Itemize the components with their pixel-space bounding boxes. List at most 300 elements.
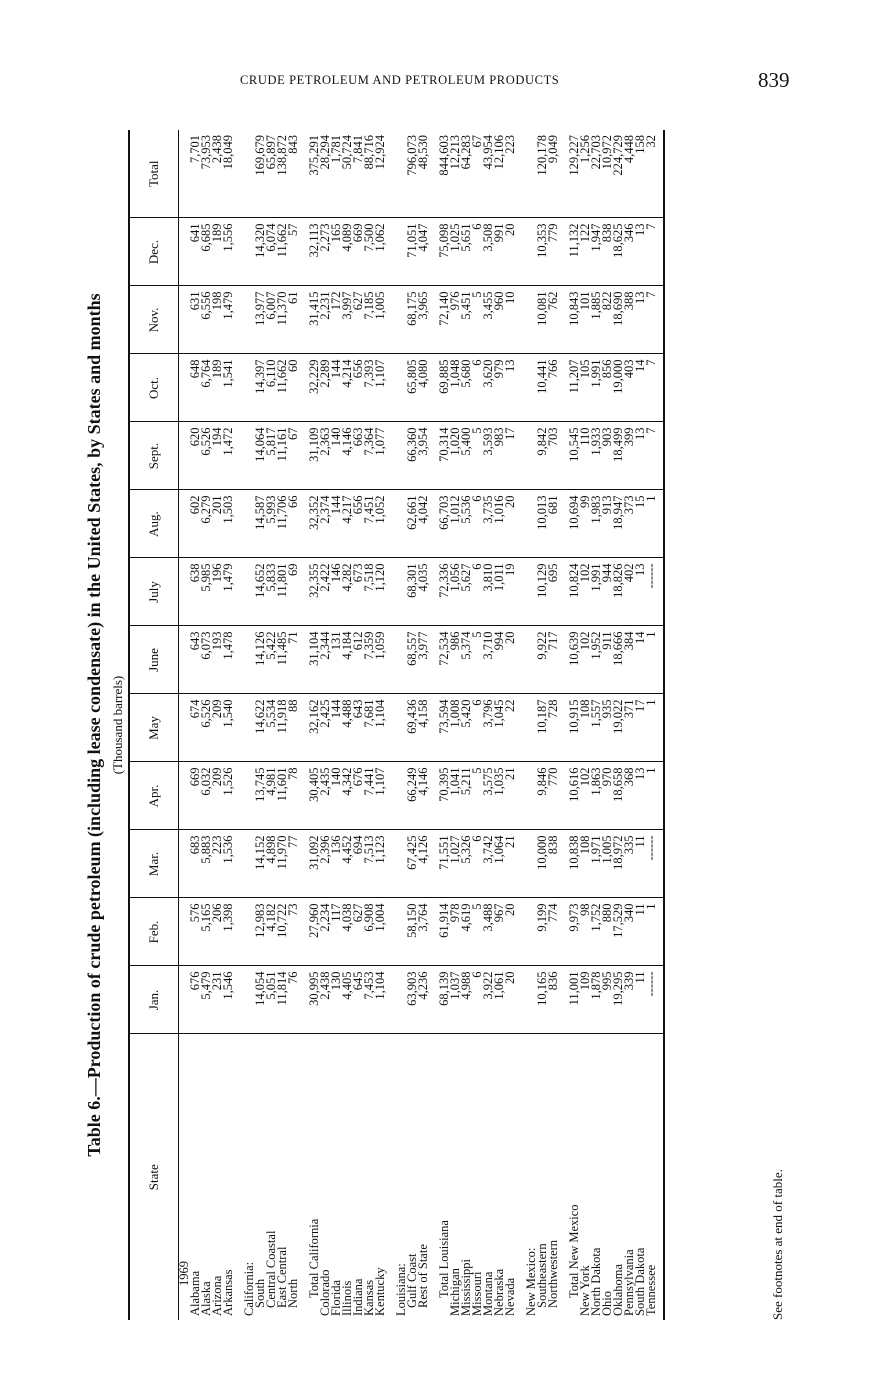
table-row (277, 130, 288, 1320)
month-cell: 779 (548, 218, 559, 286)
state-cell: Mississippi (459, 1259, 473, 1316)
month-cell: 189 (212, 218, 223, 286)
month-cell: 5,451 (461, 286, 472, 354)
month-cell: 10,081 (537, 286, 548, 354)
month-cell: 13,745 (255, 762, 266, 830)
month-cell: 1,123 (375, 830, 386, 898)
month-cell: 72,534 (439, 626, 450, 694)
month-cell: 991 (494, 218, 505, 286)
month-cell: 22 (505, 694, 516, 762)
total-cell: 169,679 (255, 130, 266, 218)
month-cell: 15 (635, 490, 646, 558)
month-cell (234, 830, 244, 898)
table-row (461, 130, 472, 1320)
month-cell (234, 626, 244, 694)
month-cell: 6,074 (266, 218, 277, 286)
month-cell: 6 (472, 490, 483, 558)
month-cell: 6,279 (201, 490, 212, 558)
state-cell: Pennsylvania (622, 1249, 636, 1316)
end-rule-cell (657, 762, 664, 830)
month-cell: 10,165 (537, 966, 548, 1034)
month-cell: 1 (646, 490, 657, 558)
month-cell: 656 (353, 490, 364, 558)
month-cell (516, 422, 526, 490)
month-cell: 105 (580, 354, 591, 422)
month-cell: 4,981 (266, 762, 277, 830)
month-cell: 4,042 (418, 490, 429, 558)
month-cell: 10,694 (569, 490, 580, 558)
spacer-row (516, 130, 526, 1320)
month-cell (386, 762, 396, 830)
month-cell: 5,374 (461, 626, 472, 694)
month-cell: 694 (353, 830, 364, 898)
month-cell: 2,422 (320, 558, 331, 626)
table-row (505, 130, 516, 1320)
state-cell: New York (578, 1265, 592, 1316)
total-cell: 7,841 (353, 130, 364, 218)
month-cell: 371 (624, 694, 635, 762)
month-cell: 7 (646, 354, 657, 422)
month-cell: 19,295 (613, 966, 624, 1034)
month-cell: 1,012 (450, 490, 461, 558)
month-cell: 196 (212, 558, 223, 626)
end-rule-cell (657, 354, 664, 422)
month-cell: 1,478 (223, 626, 234, 694)
total-cell (386, 130, 396, 218)
month-cell: 1,004 (375, 898, 386, 966)
month-cell: 110 (580, 422, 591, 490)
month-cell: 12,983 (255, 898, 266, 966)
month-cell: 5 (472, 626, 483, 694)
month-cell: 6,764 (201, 354, 212, 422)
month-cell: 2,435 (320, 762, 331, 830)
state-cell: South Dakota (633, 1247, 647, 1316)
month-cell: 669 (353, 218, 364, 286)
month-cell: 676 (190, 966, 201, 1034)
month-cell: 970 (602, 762, 613, 830)
month-cell: 770 (548, 762, 559, 830)
month-cell (386, 490, 396, 558)
month-cell (234, 762, 244, 830)
total-cell: 12,924 (375, 130, 386, 218)
month-cell: 19 (505, 558, 516, 626)
month-cell: 1,983 (591, 490, 602, 558)
table-row (624, 130, 635, 1320)
month-cell: 1,062 (375, 218, 386, 286)
month-cell: 67,425 (407, 830, 418, 898)
state-cell: Kentucky (373, 1267, 387, 1316)
month-cell (386, 830, 396, 898)
total-cell: 138,872 (277, 130, 288, 218)
month-cell: 6,110 (266, 354, 277, 422)
month-cell: 1,479 (223, 558, 234, 626)
month-cell: 10,545 (569, 422, 580, 490)
month-cell: 31,415 (309, 286, 320, 354)
month-cell: 7,518 (364, 558, 375, 626)
month-cell: 7,393 (364, 354, 375, 422)
month-cell: 231 (212, 966, 223, 1034)
month-cell: 11 (635, 966, 646, 1034)
month-cell: 14,054 (255, 966, 266, 1034)
month-cell (234, 218, 244, 286)
month-cell: 18,499 (613, 422, 624, 490)
total-cell: 158 (635, 130, 646, 218)
month-cell: 13,977 (255, 286, 266, 354)
month-cell: 983 (494, 422, 505, 490)
month-cell: 13 (635, 286, 646, 354)
month-cell: 14 (635, 354, 646, 422)
month-cell: 1,056 (450, 558, 461, 626)
month-cell: 131 (331, 626, 342, 694)
state-cell: Central Coastal (264, 1230, 278, 1308)
month-cell: 1,991 (591, 558, 602, 626)
month-cell: 70,314 (439, 422, 450, 490)
column-header: Oct. (129, 354, 179, 422)
production-table (128, 130, 665, 1320)
month-cell: 11,601 (277, 762, 288, 830)
month-cell: 13 (635, 218, 646, 286)
month-cell: 69,436 (407, 694, 418, 762)
month-cell: 5,211 (461, 762, 472, 830)
month-cell: 388 (624, 286, 635, 354)
month-cell: 7 (646, 286, 657, 354)
month-cell: 1 (646, 762, 657, 830)
month-cell: 18,690 (613, 286, 624, 354)
month-cell: 4,282 (342, 558, 353, 626)
month-cell: 3,977 (418, 626, 429, 694)
month-cell: 11,001 (569, 966, 580, 1034)
month-cell: 102 (580, 626, 591, 694)
month-cell: 1,037 (450, 966, 461, 1034)
table-subtitle: (Thousand barrels) (110, 675, 125, 775)
month-cell: 1,971 (591, 830, 602, 898)
month-cell: 77 (288, 830, 299, 898)
month-cell: 4,184 (342, 626, 353, 694)
month-cell: 728 (548, 694, 559, 762)
month-cell: 3,620 (483, 354, 494, 422)
total-cell: 12,213 (450, 130, 461, 218)
column-header: June (129, 626, 179, 694)
month-cell: 102 (580, 558, 591, 626)
month-cell: 6,526 (201, 694, 212, 762)
month-cell: 1,752 (591, 898, 602, 966)
month-cell: 198 (212, 286, 223, 354)
month-cell: 62,661 (407, 490, 418, 558)
month-cell: 638 (190, 558, 201, 626)
month-cell: 880 (602, 898, 613, 966)
total-cell: 844,603 (439, 130, 450, 218)
column-header: Total (129, 130, 179, 218)
month-cell: 201 (212, 490, 223, 558)
month-cell (516, 762, 526, 830)
month-cell (516, 218, 526, 286)
month-cell: 7,500 (364, 218, 375, 286)
month-cell: 1,885 (591, 286, 602, 354)
month-cell: 703 (548, 422, 559, 490)
spacer-row (386, 130, 396, 1320)
month-cell: 68,557 (407, 626, 418, 694)
month-cell: 18,972 (613, 830, 624, 898)
state-cell: Florida (329, 1279, 343, 1316)
month-cell: 978 (450, 898, 461, 966)
month-cell: 9,922 (537, 626, 548, 694)
month-cell: 5,680 (461, 354, 472, 422)
month-cell: 67 (288, 422, 299, 490)
month-cell: 5,420 (461, 694, 472, 762)
total-cell: 1,256 (580, 130, 591, 218)
month-cell: 146 (331, 558, 342, 626)
month-cell: 856 (602, 354, 613, 422)
total-cell: 129,227 (569, 130, 580, 218)
month-cell: 3,735 (483, 490, 494, 558)
month-cell: 9,973 (569, 898, 580, 966)
month-cell: 78 (288, 762, 299, 830)
total-cell: 120,178 (537, 130, 548, 218)
month-cell: 774 (548, 898, 559, 966)
month-cell: 1,020 (450, 422, 461, 490)
month-cell: ------ (646, 558, 657, 626)
month-cell: 5,833 (266, 558, 277, 626)
month-cell: 11,207 (569, 354, 580, 422)
month-cell: 10 (505, 286, 516, 354)
month-cell: 838 (548, 830, 559, 898)
month-cell: 102 (580, 762, 591, 830)
state-cell: Alabama (188, 1270, 202, 1316)
end-rule-cell (657, 1034, 664, 1320)
month-cell (516, 898, 526, 966)
month-cell: 10,843 (569, 286, 580, 354)
month-cell: 5 (472, 286, 483, 354)
state-cell: Indiana (351, 1278, 365, 1316)
month-cell: 674 (190, 694, 201, 762)
month-cell: 32,113 (309, 218, 320, 286)
month-cell: 11,706 (277, 490, 288, 558)
month-cell: 73 (288, 898, 299, 966)
month-cell: 6,908 (364, 898, 375, 966)
total-cell: 375,291 (309, 130, 320, 218)
column-header: Nov. (129, 286, 179, 354)
month-cell: 976 (450, 286, 461, 354)
month-cell (234, 694, 244, 762)
month-cell: 11,801 (277, 558, 288, 626)
month-cell: 10,013 (537, 490, 548, 558)
end-rule-cell (657, 218, 664, 286)
month-cell: 10,838 (569, 830, 580, 898)
month-cell: 4,488 (342, 694, 353, 762)
column-header: July (129, 558, 179, 626)
month-cell: 13 (635, 422, 646, 490)
month-cell: 1,933 (591, 422, 602, 490)
month-cell: 6,032 (201, 762, 212, 830)
column-header: May (129, 694, 179, 762)
month-cell: 75,098 (439, 218, 450, 286)
end-rule-cell (657, 130, 664, 218)
month-cell: 6,007 (266, 286, 277, 354)
month-cell: 10,187 (537, 694, 548, 762)
month-cell: 69 (288, 558, 299, 626)
month-cell: 10,129 (537, 558, 548, 626)
month-cell: 20 (505, 490, 516, 558)
month-cell: 1 (646, 626, 657, 694)
state-cell: Nebraska (492, 1268, 506, 1316)
month-cell: 1,526 (223, 762, 234, 830)
state-cell: Gulf Coast (405, 1253, 419, 1308)
month-cell: 1,008 (450, 694, 461, 762)
month-cell: 3,455 (483, 286, 494, 354)
month-cell: 2,273 (320, 218, 331, 286)
column-header: Aug. (129, 490, 179, 558)
month-cell: 122 (580, 218, 591, 286)
month-cell: 9,842 (537, 422, 548, 490)
month-cell: 20 (505, 626, 516, 694)
month-cell: 11,970 (277, 830, 288, 898)
month-cell (386, 218, 396, 286)
end-rule-cell (657, 966, 664, 1034)
month-cell: 1,546 (223, 966, 234, 1034)
month-cell: 1,557 (591, 694, 602, 762)
month-cell: 681 (548, 490, 559, 558)
total-cell: 9,049 (548, 130, 559, 218)
month-cell: 822 (602, 286, 613, 354)
month-cell: 11 (635, 898, 646, 966)
month-cell: 88 (288, 694, 299, 762)
month-cell: 136 (331, 830, 342, 898)
month-cell: 995 (602, 966, 613, 1034)
month-cell: 11,918 (277, 694, 288, 762)
table-row (646, 130, 657, 1320)
month-cell: 2,231 (320, 286, 331, 354)
state-cell: Rest of State (416, 1244, 430, 1308)
month-cell: 838 (602, 218, 613, 286)
footnote: See footnotes at end of table. (770, 1169, 785, 1320)
month-cell: 2,374 (320, 490, 331, 558)
month-cell: 4,619 (461, 898, 472, 966)
month-cell: 117 (331, 898, 342, 966)
month-cell: 101 (580, 286, 591, 354)
month-cell: 99 (580, 490, 591, 558)
month-cell: 206 (212, 898, 223, 966)
month-cell: 14,126 (255, 626, 266, 694)
month-cell (516, 966, 526, 1034)
month-cell: 193 (212, 626, 223, 694)
month-cell: 1 (646, 898, 657, 966)
month-cell: 3,922 (483, 966, 494, 1034)
month-cell: 144 (331, 694, 342, 762)
month-cell: 683 (190, 830, 201, 898)
month-cell: 4,214 (342, 354, 353, 422)
month-cell: 27,960 (309, 898, 320, 966)
month-cell: 5,051 (266, 966, 277, 1034)
month-cell: 6 (472, 354, 483, 422)
month-cell: 32,162 (309, 694, 320, 762)
month-cell: 4,182 (266, 898, 277, 966)
month-cell: 960 (494, 286, 505, 354)
table-end-rule (657, 130, 664, 1320)
month-cell: 108 (580, 830, 591, 898)
month-cell: 1,041 (450, 762, 461, 830)
month-cell: 695 (548, 558, 559, 626)
month-cell: 10,639 (569, 626, 580, 694)
month-cell: 612 (353, 626, 364, 694)
month-cell: 663 (353, 422, 364, 490)
month-cell: 669 (190, 762, 201, 830)
month-cell: 10,353 (537, 218, 548, 286)
month-cell: 373 (624, 490, 635, 558)
month-cell (386, 286, 396, 354)
month-cell: 32,229 (309, 354, 320, 422)
month-cell: 17 (635, 694, 646, 762)
month-cell: 14,152 (255, 830, 266, 898)
month-cell: 14,397 (255, 354, 266, 422)
month-cell: 994 (494, 626, 505, 694)
month-cell: 2,363 (320, 422, 331, 490)
month-cell: 384 (624, 626, 635, 694)
month-cell: 1,536 (223, 830, 234, 898)
total-cell: 7,701 (190, 130, 201, 218)
month-cell: 1,991 (591, 354, 602, 422)
month-cell: 19,022 (613, 694, 624, 762)
state-cell: East Central (275, 1246, 289, 1308)
month-cell: 5,536 (461, 490, 472, 558)
month-cell: 3,954 (418, 422, 429, 490)
month-cell: 20 (505, 218, 516, 286)
month-cell: 676 (353, 762, 364, 830)
column-header: Feb. (129, 898, 179, 966)
end-rule-cell (657, 422, 664, 490)
month-cell: 3,508 (483, 218, 494, 286)
month-cell: 5,627 (461, 558, 472, 626)
month-cell: 144 (331, 354, 342, 422)
month-cell: 7 (646, 422, 657, 490)
month-cell: 61 (288, 286, 299, 354)
month-cell (234, 490, 244, 558)
month-cell: 6,073 (201, 626, 212, 694)
month-cell: 2,396 (320, 830, 331, 898)
month-cell: 71,551 (439, 830, 450, 898)
month-cell: 209 (212, 762, 223, 830)
month-cell: 1,952 (591, 626, 602, 694)
month-cell: 4,405 (342, 966, 353, 1034)
month-cell: 3,997 (342, 286, 353, 354)
month-cell: 368 (624, 762, 635, 830)
month-cell: 66 (288, 490, 299, 558)
end-rule-cell (657, 490, 664, 558)
month-cell: 165 (331, 218, 342, 286)
month-cell: 31,104 (309, 626, 320, 694)
month-cell: 10,824 (569, 558, 580, 626)
state-cell: Tennessee (644, 1264, 658, 1316)
month-cell (386, 422, 396, 490)
month-cell: 7,681 (364, 694, 375, 762)
table-row (223, 130, 234, 1320)
month-cell: 1,541 (223, 354, 234, 422)
month-cell: 13 (635, 762, 646, 830)
month-cell: 66,703 (439, 490, 450, 558)
month-cell (234, 354, 244, 422)
month-cell: 17 (505, 422, 516, 490)
month-cell: 144 (331, 490, 342, 558)
column-header: Apr. (129, 762, 179, 830)
month-cell (234, 558, 244, 626)
month-cell: 32,355 (309, 558, 320, 626)
total-cell (516, 130, 526, 218)
month-cell: 30,405 (309, 762, 320, 830)
month-cell: 14,587 (255, 490, 266, 558)
month-cell: 576 (190, 898, 201, 966)
month-cell: 11,662 (277, 218, 288, 286)
state-cell: Total Louisiana (437, 1220, 451, 1298)
month-cell: 7,513 (364, 830, 375, 898)
